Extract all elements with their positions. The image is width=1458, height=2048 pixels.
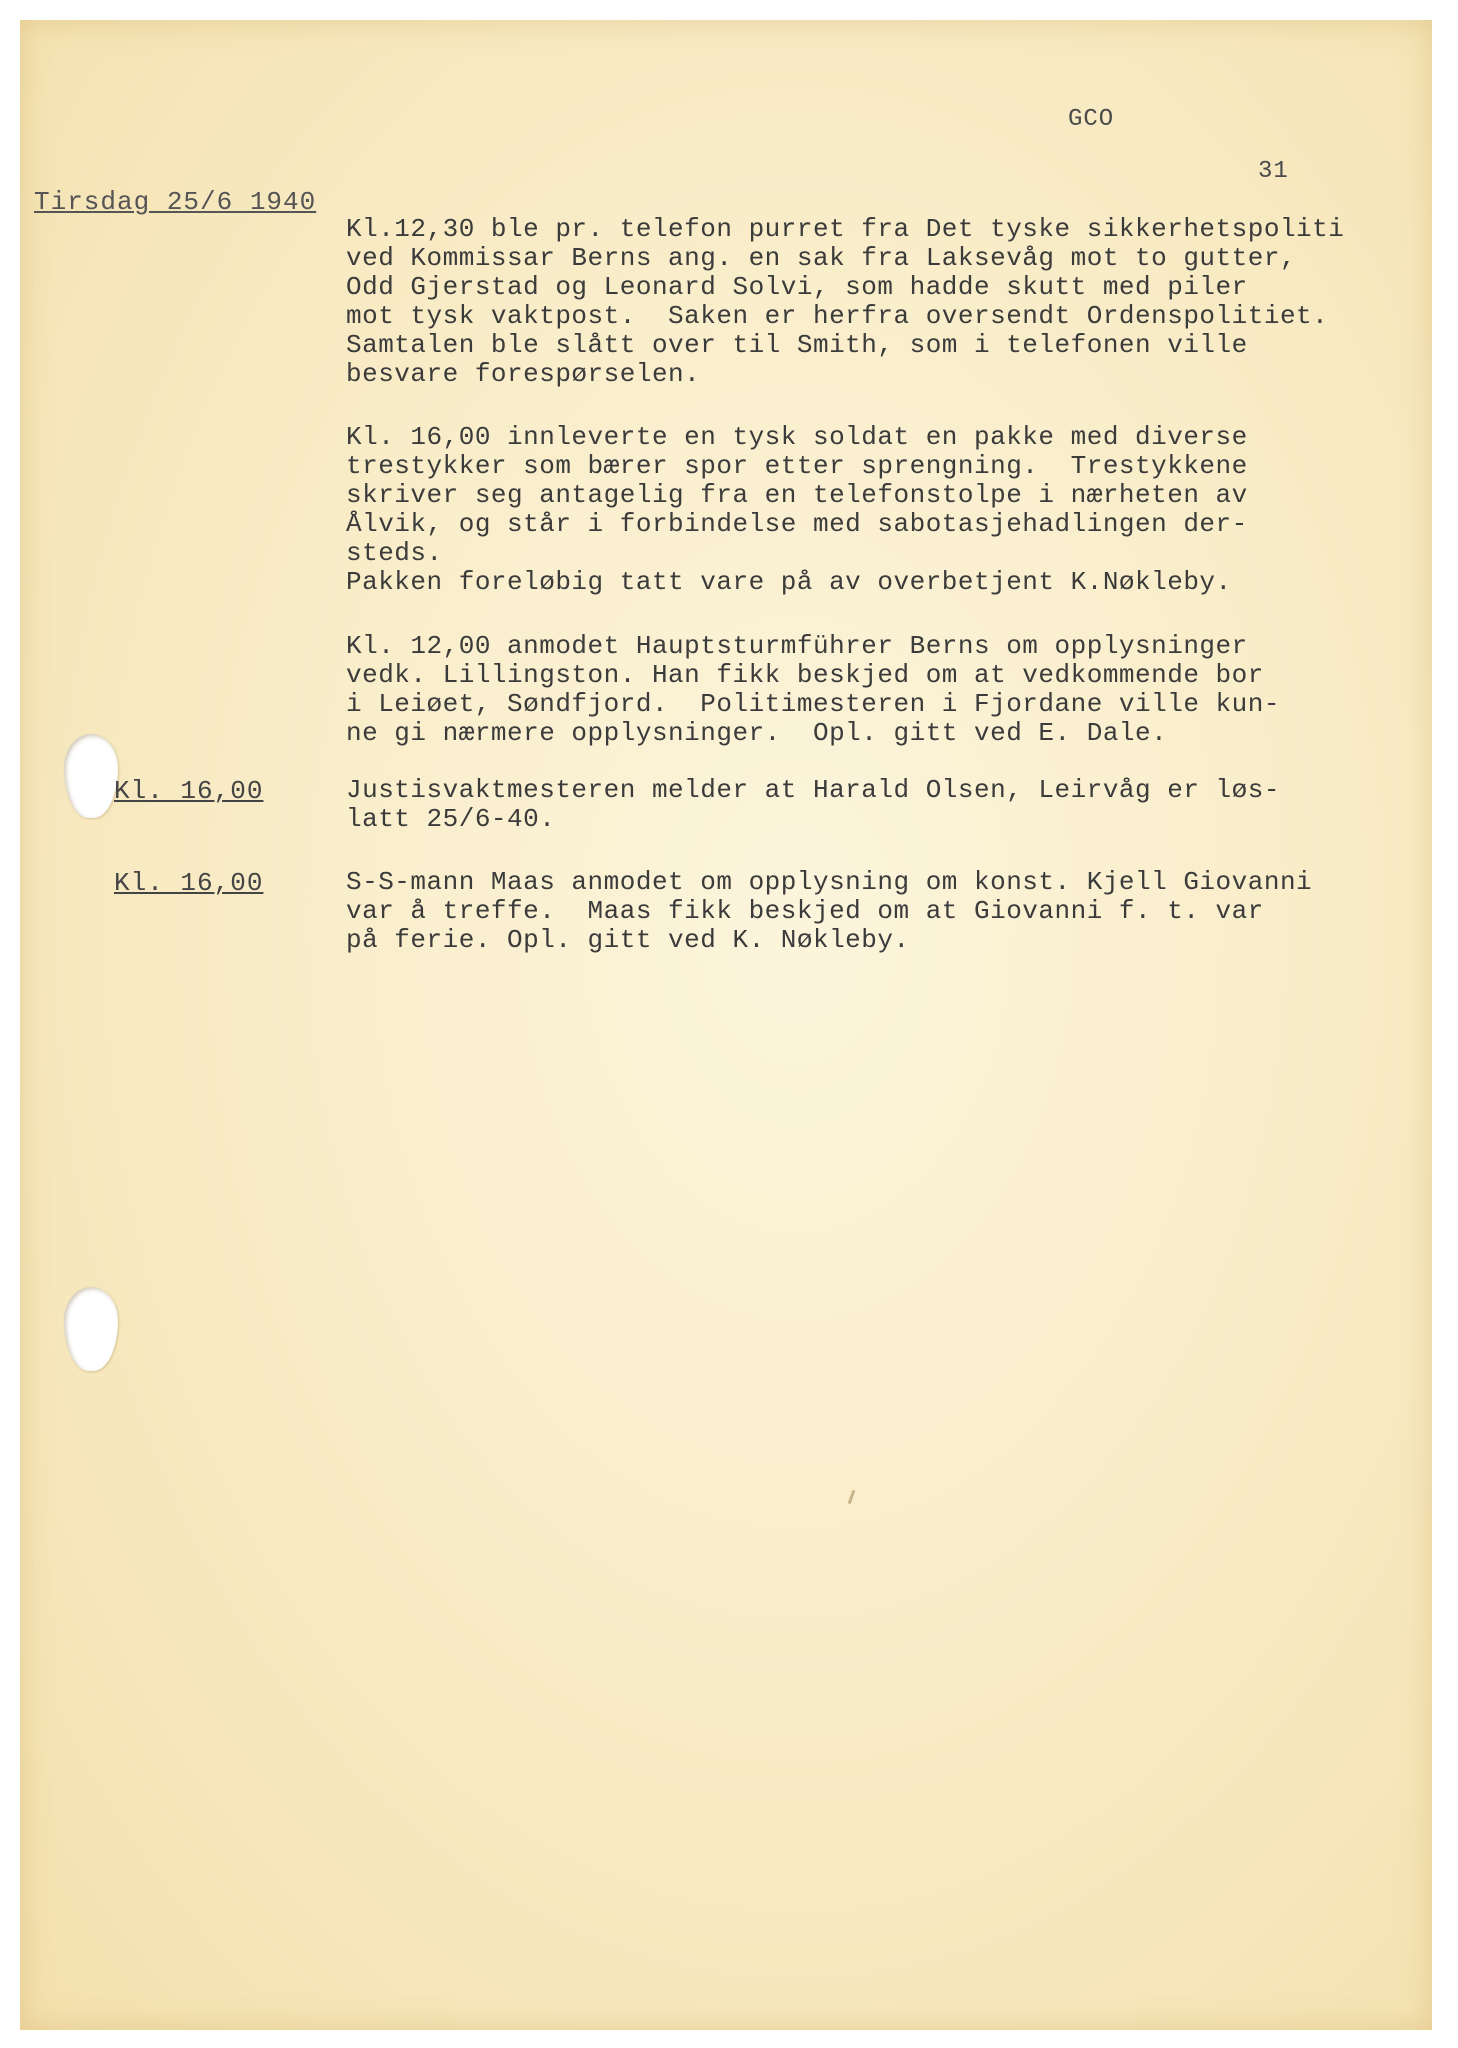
log-entry-ss-inquiry: S-S-mann Maas anmodet om opplysning om konst. Kjell Giovanni var å treffe. Maas fikk beskjed om at Giovanni f. t. var på ferie. Opl. gitt ved K. Nøkleby.	[346, 867, 1313, 955]
entry-time: Kl. 16,00	[114, 776, 264, 806]
document-page	[20, 20, 1432, 2030]
log-entry-wood-package: Kl. 16,00 innleverte en tysk soldat en pakke med diverse trestykker som bærer spor etter sprengning. Trestykkene skriver seg antagelig fra en telefonstolpe i nærheten av Ålvik, og står i forbindelse med sabotasjehadlingen der- steds. Pakken foreløbig tatt vare på av overbetjent K.Nøkleby.	[346, 422, 1248, 597]
punch-hole	[64, 734, 118, 818]
log-entry-telephone-report: Kl.12,30 ble pr. telefon purret fra Det tyske sikkerhetspoliti ved Kommissar Berns ang. en sak fra Laksevåg mot to gutter, Odd Gjerstad og Leonard Solvi, som hadde skutt med piler mot tysk vaktpost. Saken er herfra oversendt Ordenspolitiet. Samtalen ble slått over til Smith, som i telefonen ville besvare forespørselen.	[346, 214, 1345, 389]
entry-date: Tirsdag 25/6 1940	[34, 187, 317, 217]
paper-mark	[848, 1490, 856, 1504]
log-entry-information-request: Kl. 12,00 anmodet Hauptsturmführer Berns om opplysninger vedk. Lillingston. Han fikk beskjed om at vedkommende bor i Leiøet, Søndfjord. Politimesteren i Fjordane ville kun- ne gi nærmere opplysninger. Opl. gitt ved E. Dale.	[346, 631, 1280, 748]
page-number: 31	[1258, 158, 1289, 185]
punch-hole	[64, 1287, 118, 1371]
document-code: GCO	[1068, 106, 1115, 133]
entry-time: Kl. 16,00	[114, 868, 264, 898]
log-entry-release-notice: Justisvaktmesteren melder at Harald Olsen, Leirvåg er løs- latt 25/6-40.	[346, 775, 1280, 834]
